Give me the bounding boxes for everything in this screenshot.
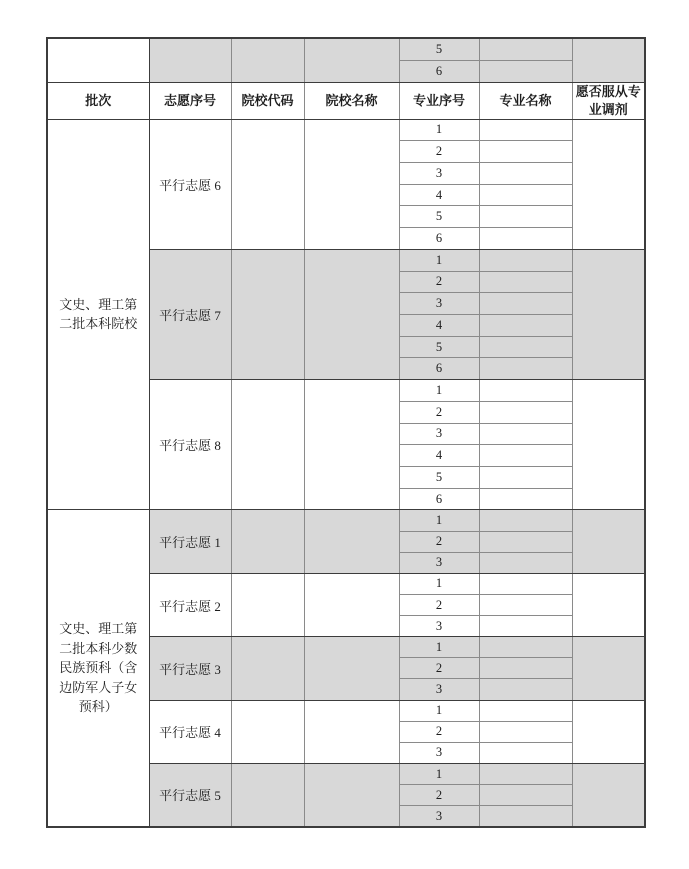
major-seq-cell: 2: [399, 531, 479, 552]
major-name-cell: [479, 445, 572, 467]
major-name-cell: [479, 141, 572, 163]
volunteer-label-cell: 平行志愿 3: [149, 637, 231, 700]
major-name-cell: [479, 552, 572, 573]
major-name-cell: [479, 60, 572, 82]
major-name-cell: [479, 637, 572, 658]
major-seq-cell: 4: [399, 445, 479, 467]
college-name-cell: [304, 573, 399, 636]
college-name-cell: [304, 38, 399, 82]
college-code-cell: [231, 380, 304, 510]
college-code-cell: [231, 573, 304, 636]
major-name-cell: [479, 721, 572, 742]
major-name-cell: [479, 38, 572, 60]
major-row: [47, 119, 645, 141]
major-name-cell: [479, 271, 572, 293]
major-seq-cell: 3: [399, 552, 479, 573]
major-seq-cell: 1: [399, 637, 479, 658]
volunteer-form-table-body: [47, 38, 645, 827]
adjust-consent-cell: [572, 573, 645, 636]
major-name-cell: [479, 228, 572, 250]
major-seq-cell: 2: [399, 401, 479, 423]
major-seq-cell: 1: [399, 763, 479, 784]
volunteer-label-cell: 平行志愿 7: [149, 249, 231, 379]
header-college-name: 院校名称: [304, 82, 399, 119]
college-name-cell: [304, 763, 399, 826]
college-code-cell: [231, 700, 304, 763]
college-name-cell: [304, 119, 399, 249]
volunteer-label-cell: 平行志愿 2: [149, 573, 231, 636]
major-seq-cell: 6: [399, 60, 479, 82]
major-name-cell: [479, 531, 572, 552]
adjust-consent-cell: [572, 38, 645, 82]
major-name-cell: [479, 510, 572, 531]
major-name-cell: [479, 206, 572, 228]
major-seq-cell: 3: [399, 806, 479, 827]
major-name-cell: [479, 380, 572, 402]
major-seq-cell: 2: [399, 721, 479, 742]
header-row: [47, 82, 645, 119]
adjust-consent-cell: [572, 700, 645, 763]
college-code-cell: [231, 637, 304, 700]
volunteer-label-cell: 平行志愿 6: [149, 119, 231, 249]
batch-cell: 文史、理工第二批本科少数民族预科（含边防军人子女预科）: [47, 510, 149, 827]
college-code-cell: [231, 38, 304, 82]
major-name-cell: [479, 119, 572, 141]
major-seq-cell: 3: [399, 423, 479, 445]
major-name-cell: [479, 293, 572, 315]
major-seq-cell: 1: [399, 700, 479, 721]
major-name-cell: [479, 336, 572, 358]
major-seq-cell: 1: [399, 573, 479, 594]
major-name-cell: [479, 785, 572, 806]
major-name-cell: [479, 594, 572, 615]
volunteer-label-cell: 平行志愿 8: [149, 380, 231, 510]
major-seq-cell: 2: [399, 271, 479, 293]
major-name-cell: [479, 806, 572, 827]
major-seq-cell: 3: [399, 742, 479, 763]
volunteer-label-cell: 平行志愿 5: [149, 763, 231, 826]
adjust-consent-cell: [572, 380, 645, 510]
header-college-code: 院校代码: [231, 82, 304, 119]
major-seq-cell: 6: [399, 358, 479, 380]
major-name-cell: [479, 679, 572, 700]
header-volunteer-seq: 志愿序号: [149, 82, 231, 119]
major-seq-cell: 6: [399, 488, 479, 510]
batch-cell: [47, 38, 149, 82]
major-seq-cell: 1: [399, 119, 479, 141]
header-major-seq: 专业序号: [399, 82, 479, 119]
college-code-cell: [231, 119, 304, 249]
college-name-cell: [304, 700, 399, 763]
major-name-cell: [479, 742, 572, 763]
adjust-consent-cell: [572, 763, 645, 826]
major-name-cell: [479, 314, 572, 336]
college-name-cell: [304, 249, 399, 379]
major-name-cell: [479, 616, 572, 637]
volunteer-label-cell: 平行志愿 1: [149, 510, 231, 573]
major-seq-cell: 3: [399, 616, 479, 637]
major-name-cell: [479, 763, 572, 784]
major-seq-cell: 2: [399, 658, 479, 679]
major-name-cell: [479, 658, 572, 679]
major-name-cell: [479, 423, 572, 445]
adjust-consent-cell: [572, 249, 645, 379]
volunteer-label-cell: [149, 38, 231, 82]
volunteer-label-cell: 平行志愿 4: [149, 700, 231, 763]
major-name-cell: [479, 573, 572, 594]
major-name-cell: [479, 184, 572, 206]
major-seq-cell: 1: [399, 249, 479, 271]
continuation-row: [47, 38, 645, 60]
header-major-name: 专业名称: [479, 82, 572, 119]
major-seq-cell: 3: [399, 679, 479, 700]
college-code-cell: [231, 249, 304, 379]
major-name-cell: [479, 700, 572, 721]
major-seq-cell: 3: [399, 293, 479, 315]
major-seq-cell: 5: [399, 467, 479, 489]
adjust-consent-cell: [572, 637, 645, 700]
college-name-cell: [304, 637, 399, 700]
batch-cell: 文史、理工第二批本科院校: [47, 119, 149, 510]
major-row: [47, 510, 645, 531]
major-seq-cell: 5: [399, 206, 479, 228]
major-seq-cell: 4: [399, 184, 479, 206]
major-seq-cell: 2: [399, 594, 479, 615]
header-batch: 批次: [47, 82, 149, 119]
adjust-consent-cell: [572, 510, 645, 573]
major-name-cell: [479, 358, 572, 380]
major-seq-cell: 6: [399, 228, 479, 250]
major-seq-cell: 5: [399, 336, 479, 358]
major-seq-cell: 2: [399, 141, 479, 163]
adjust-consent-cell: [572, 119, 645, 249]
college-name-cell: [304, 510, 399, 573]
major-seq-cell: 1: [399, 510, 479, 531]
major-seq-cell: 3: [399, 162, 479, 184]
major-name-cell: [479, 249, 572, 271]
major-name-cell: [479, 401, 572, 423]
college-code-cell: [231, 510, 304, 573]
volunteer-form-table: [46, 37, 646, 828]
major-name-cell: [479, 467, 572, 489]
college-name-cell: [304, 380, 399, 510]
major-seq-cell: 1: [399, 380, 479, 402]
major-seq-cell: 2: [399, 785, 479, 806]
header-adjust-consent: 愿否服从专业调剂: [572, 82, 645, 119]
major-seq-cell: 4: [399, 314, 479, 336]
college-code-cell: [231, 763, 304, 826]
major-name-cell: [479, 488, 572, 510]
major-seq-cell: 5: [399, 38, 479, 60]
major-name-cell: [479, 162, 572, 184]
